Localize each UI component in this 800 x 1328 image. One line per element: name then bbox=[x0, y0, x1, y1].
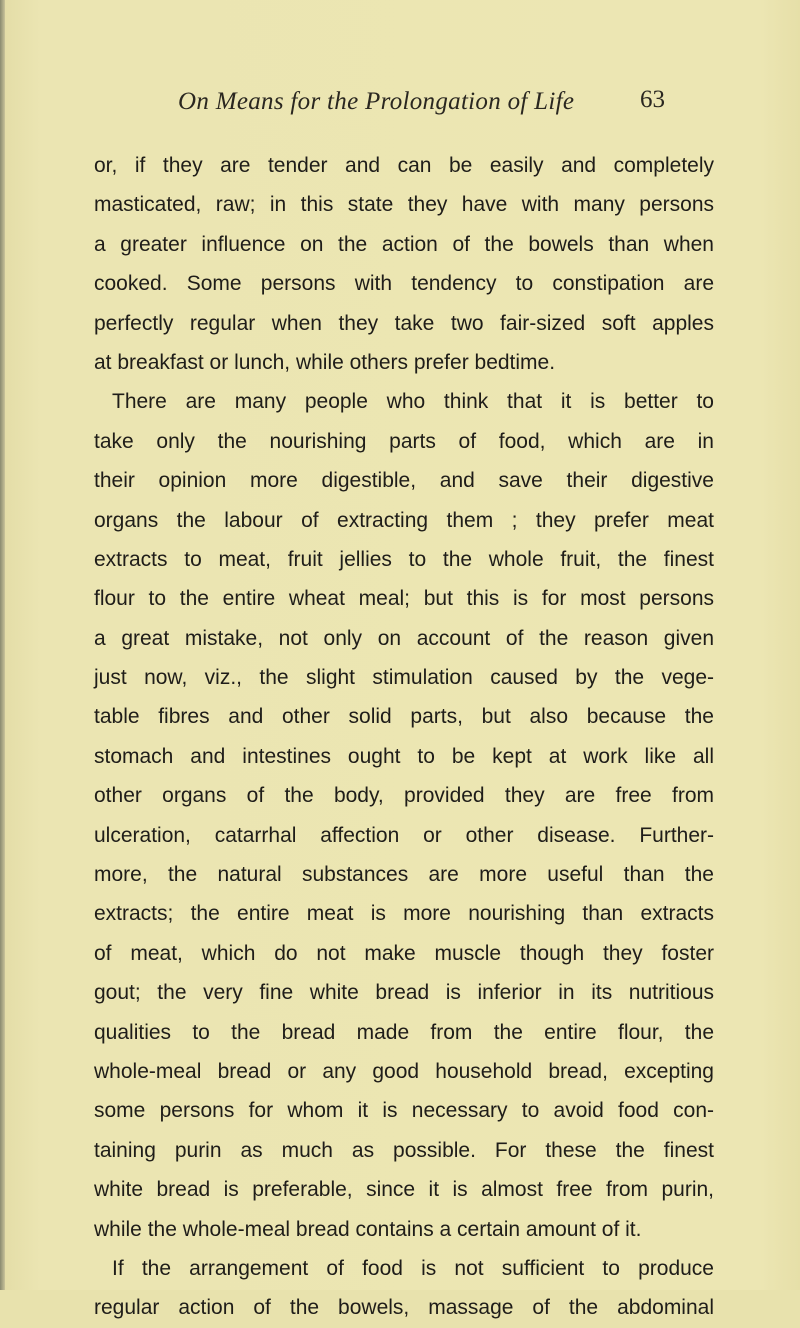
text-line: flour to the entire wheat meal; but this is for most persons bbox=[94, 587, 714, 611]
text-line: perfectly regular when they take two fair-sized soft apples bbox=[94, 311, 714, 335]
text-line: regular action of the bowels, massage of the abdominal bbox=[94, 1296, 714, 1320]
text-line: their opinion more digestible, and save their digestive bbox=[94, 469, 714, 493]
text-line: some persons for whom it is necessary to avoid food con- bbox=[94, 1099, 714, 1123]
text-line: ulceration, catarrhal affection or other disease. Further- bbox=[94, 823, 714, 847]
text-line: white bread is preferable, since it is almost free from purin, bbox=[94, 1178, 714, 1202]
text-line: masticated, raw; in this state they have with many persons bbox=[94, 193, 714, 217]
text-line: a greater influence on the action of the bowels than when bbox=[94, 232, 714, 256]
text-line: cooked. Some persons with tendency to constipation are bbox=[94, 272, 714, 296]
text-line: other organs of the body, provided they are free from bbox=[94, 784, 714, 808]
text-line: stomach and intestines ought to be kept at work like all bbox=[94, 744, 714, 768]
page-binding-edge bbox=[0, 0, 5, 1290]
text-line: more, the natural substances are more useful than the bbox=[94, 863, 714, 887]
running-head bbox=[178, 88, 678, 124]
text-line: while the whole-meal bread contains a certain amount of it. bbox=[94, 1217, 642, 1241]
text-line: qualities to the bread made from the entire flour, the bbox=[94, 1020, 714, 1044]
text-line: of meat, which do not make muscle though they foster bbox=[94, 941, 714, 965]
text-line: whole-meal bread or any good household bread, excepting bbox=[94, 1059, 714, 1083]
text-line: gout; the very fine white bread is inferior in its nutritious bbox=[94, 981, 714, 1005]
text-line: If the arrangement of food is not sufficient to produce bbox=[112, 1256, 714, 1280]
text-line: organs the labour of extracting them ; they prefer meat bbox=[94, 508, 714, 532]
running-title: On Means for the Prolongation of Life bbox=[178, 88, 575, 115]
body-text bbox=[94, 146, 714, 1328]
text-line: extracts to meat, fruit jellies to the whole fruit, the finest bbox=[94, 547, 714, 571]
text-line: a great mistake, not only on account of the reason given bbox=[94, 626, 714, 650]
text-line: table fibres and other solid parts, but also because the bbox=[94, 705, 714, 729]
text-line: or, if they are tender and can be easily and completely bbox=[94, 154, 714, 177]
text-line: There are many people who think that it is better to bbox=[112, 390, 714, 414]
text-line: just now, viz., the slight stimulation caused by the vege- bbox=[94, 666, 714, 690]
text-line: extracts; the entire meat is more nourishing than extracts bbox=[94, 902, 714, 926]
text-line: taining purin as much as possible. For these the finest bbox=[94, 1138, 714, 1162]
page-number: 63 bbox=[640, 86, 665, 113]
text-line: at breakfast or lunch, while others prefer bedtime. bbox=[94, 350, 556, 374]
text-line: take only the nourishing parts of food, which are in bbox=[94, 429, 714, 453]
